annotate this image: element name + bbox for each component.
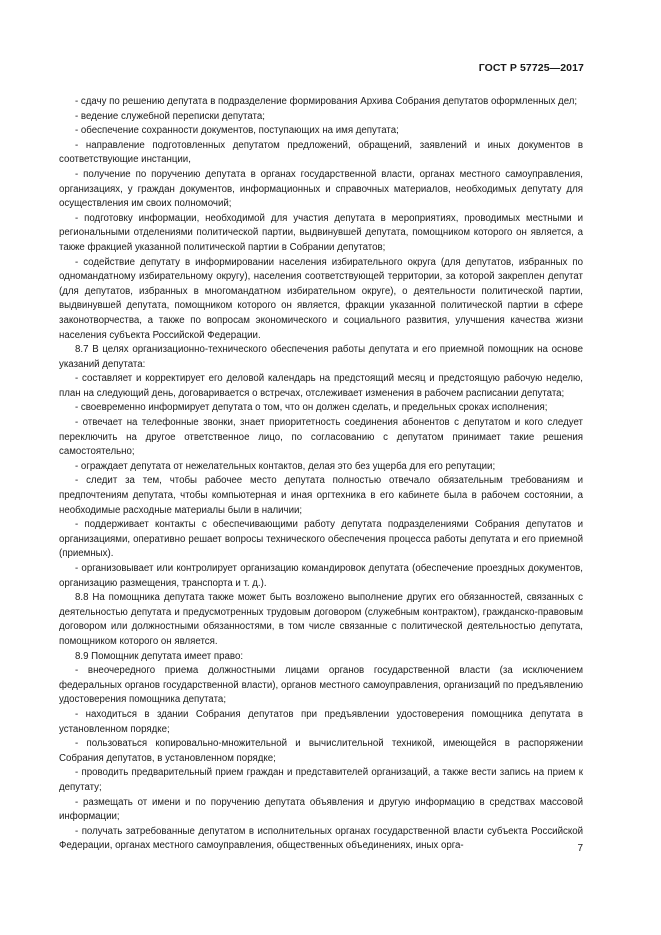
paragraph: - сдачу по решению депутата в подразделение формирования Архива Собрания депутатов оформленных дел; [75,96,578,107]
paragraph: - поддерживает контакты с обеспечивающими работу депутата подразделениями Собрания депутатов и организациями, оперативно решает вопросы технического обеспечения процесса работы депутата и его приемной (приемных). [59,519,583,560]
paragraph: - составляет и корректирует его деловой календарь на предстоящий месяц и предстоящую рабочую неделю, план на следующий день, договаривается о встречах, отслеживает изменения в рабочем расписании депутата; [59,373,583,399]
paragraph: - обеспечение сохранности документов, поступающих на имя депутата; [75,125,399,137]
page-number: 7 [577,843,583,854]
paragraph: - размещать от имени и по поручению депутата объявления и другую информацию в средствах массовой информации; [59,796,583,823]
paragraph: - находиться в здании Собрания депутатов при предъявлении удостоверения помощника депутата в установленном порядке; [59,708,583,735]
paragraph: - своевременно информирует депутата о том, что он должен сделать, и предельных сроках исполнения; [75,402,548,414]
section-8-9: 8.9 Помощник депутата имеет право: [75,650,244,662]
paragraph: - содействие депутату в информировании населения избирательного округа (для депутатов, избранных по одномандатному избирательному округу), населения соответствующей территории, за которой закреплен депутат (для депутатов, избранных в многомандатном избирательном округе), о деятельности политической партии, выдвинувшей депутата, помощником которого он является, фракции указанной политической партии в сфере законотворчества, а также по вопросам экономического и социального развития, улучшения качества жизни населения субъекта Российской Федерации. [59,256,583,341]
section-8-7: 8.7 В целях организационно-технического обеспечения работы депутата и его приемной помощник на основе указаний депутата: [59,344,583,370]
paragraph: - ведение служебной переписки депутата; [75,110,265,122]
paragraph: - организовывает или контролирует организацию командировок депутата (обеспечение проездных документов, организацию размещения, транспорта и т. д.). [59,563,583,589]
paragraph: - подготовку информации, необходимой для участия депутата в мероприятиях, проводимых местными и региональными отделениями политической партии, выдвинувшей депутата, помощником которого он является, а также фракцией указанной политической партии в Собрании депутатов; [59,212,583,253]
paragraph: - направление подготовленных депутатом предложений, обращений, заявлений и иных документов в соответствующие инстанции, [59,139,583,166]
paragraph: - внеочередного приема должностными лицами органов государственной власти (за исключением федеральных органов государственной власти), органов местного самоуправления, организаций по предъявлению удостоверения помощника депутата; [59,665,583,706]
body-text [59,95,583,854]
paragraph: - следит за тем, чтобы рабочее место депутата полностью отвечало обязательным требованиям и предпочтениям депутата, чтобы компьютерная и иная оргтехника в его кабинете была в рабочем состоянии, а необходимые расходные материалы были в наличии; [59,475,583,516]
section-8-8: 8.8 На помощника депутата также может быть возложено выполнение других его обязанностей, связанных с деятельностью депутата и предусмотренных трудовым договором (служебным контрактом), гражданско-правовым договором или должностными обязанностями, в том числе связанные с политической деятельностью депутата, помощником которого он является. [59,592,583,647]
paragraph: - получать затребованные депутатом в исполнительных органах государственной власти субъекта Российской Федерации, органах местного самоуправления, общественных объединениях, иных орга- [59,825,583,852]
paragraph: - отвечает на телефонные звонки, знает приоритетность соединения абонентов с депутатом и кого следует переключить на другое ответственное лицо, по согласованию с депутатом принимает такие решения самостоятельно; [59,417,583,458]
standard-header: ГОСТ Р 57725—2017 [478,62,584,74]
paragraph: - проводить предварительный прием граждан и представителей организаций, а также вести запись на прием к депутату; [59,767,583,793]
paragraph: - пользоваться копировально-множительной и вычислительной техникой, имеющейся в распоряжении Собрания депутатов, в установленном порядке; [59,738,583,764]
paragraph: - ограждает депутата от нежелательных контактов, делая это без ущерба для его репутации; [75,460,496,472]
paragraph: - получение по поручению депутата в органах государственной власти, органах местного самоуправления, организациях, у граждан документов, информационных и справочных материалов, необходимых депутату для осуществления им своих полномочий; [59,168,583,210]
